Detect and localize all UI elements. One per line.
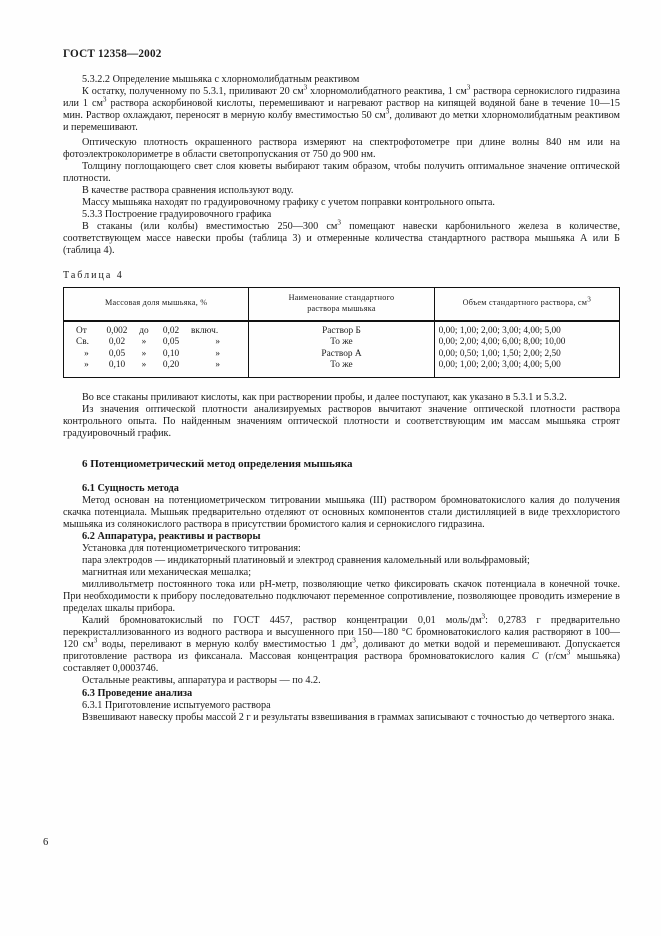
- symbol-concentration-C: С: [531, 651, 539, 663]
- paragraph-potassium-bromate: [63, 612, 621, 675]
- superscript-cube: 3: [587, 295, 592, 304]
- superscript-cube: 3: [466, 83, 471, 92]
- text-run: (г/см: [538, 651, 567, 663]
- superscript-cube: 3: [93, 636, 98, 645]
- volume-series: 0,00; 0,50; 1,00; 1,50; 2,00; 2,50: [438, 348, 561, 359]
- text-run: раствора сернокислого гидразина или 1 см: [63, 86, 620, 110]
- heading-6-2: 6.2 Аппаратура, реактивы и растворы: [82, 530, 261, 542]
- paragraph-other-reagents: Остальные реактивы, аппаратура и растворы — по 4.2.: [82, 675, 321, 687]
- cell-mass-fraction-ranges: [64, 321, 249, 377]
- range-line: [68, 337, 244, 348]
- paragraph-installation: Установка для потенциометрического титрования:: [82, 542, 301, 554]
- text-run: К остатку, полученному по 5.3.1, приливают 20 см: [82, 86, 304, 98]
- superscript-cube: 3: [102, 95, 107, 104]
- column-header-text: Объем стандартного раствора, см: [462, 298, 588, 308]
- heading-section-6: 6 Потенциометрический метод определения мышьяка: [82, 457, 353, 470]
- section-spacer: [63, 440, 620, 458]
- range-from: 0,10: [108, 360, 126, 371]
- range-to: 0,05: [162, 337, 180, 348]
- paragraph-cuvette-thickness: Толщину поглощающего свет слоя кюветы выбирают таким образом, чтобы получить оптимальное значение оптической плотности.: [63, 160, 620, 184]
- clause-533-paragraph: [63, 218, 620, 257]
- superscript-cube: 3: [352, 636, 356, 645]
- range-prefix: Св.: [76, 337, 89, 348]
- table-header-row: [64, 288, 620, 321]
- clause-5322-paragraph: [63, 83, 620, 134]
- paragraph-optical-density: Оптическую плотность окрашенного раствора измеряют на спектрофотометре при длине волны 840 нм или на фотоэлектроколориметре в области светопропускания от 750 до 900 нм.: [63, 136, 620, 160]
- paragraph-mass-from-graph: Массу мышьяка находят по градуировочному графику с учетом поправки контрольного опыта.: [82, 196, 495, 208]
- clause-631-heading: 6.3.1 Приготовление испытуемого раствора: [82, 699, 271, 711]
- solution-name: Раствор Б: [322, 325, 361, 336]
- range-from: 0,002: [106, 325, 128, 336]
- range-mid: »: [141, 348, 147, 359]
- text-run: , доливают до метки хлорномолибдатным реактивом и перемешивают.: [63, 110, 620, 134]
- paragraph-electrodes: пара электродов — индикаторный платиновый и электрод сравнения каломельный или вольфрамовый;: [82, 555, 530, 566]
- clause-533-heading: 5.3.3 Построение градуировочного графика: [82, 208, 272, 220]
- cell-solution-names: [249, 321, 434, 377]
- range-prefix: »: [84, 348, 89, 359]
- cell-volumes: [434, 321, 619, 377]
- running-head: ГОСТ 12358—2002: [63, 48, 162, 60]
- column-header-volume: [434, 288, 619, 321]
- heading-spacer: [63, 471, 620, 483]
- range-line: [68, 360, 244, 371]
- column-header-solution-name: [249, 288, 434, 321]
- table-body: [64, 321, 620, 377]
- text-run: Калий бромноватокислый по ГОСТ 4457, раствор концентрации 0,01 моль/дм: [82, 615, 482, 627]
- range-to: 0,20: [162, 360, 180, 371]
- heading-6-1: 6.1 Сущность метода: [82, 482, 179, 494]
- range-prefix: От: [76, 325, 87, 336]
- table-caption: Таблица 4: [63, 270, 124, 282]
- superscript-cube: 3: [303, 83, 308, 92]
- superscript-cube: 3: [385, 107, 390, 116]
- column-header-mass-fraction: [64, 288, 249, 321]
- volume-series: 0,00; 1,00; 2,00; 3,00; 4,00; 5,00: [438, 325, 561, 336]
- table-bottom-spacer: [63, 378, 620, 392]
- solution-name: Раствор А: [321, 348, 362, 359]
- table-top-spacer: [63, 257, 620, 270]
- range-line: [68, 349, 244, 360]
- solution-name: То же: [330, 360, 353, 371]
- page-content: [63, 74, 620, 724]
- range-to: 0,10: [162, 348, 180, 359]
- paragraph-millivoltmeter: милливольтметр постоянного тока или pH-метр, позволяющие четко фиксировать скачок потенциала в конечной точке. При необходимости к прибору последовательно подключают переменное сопротивление, позволяющее проводить измерение в пределах шкалы прибора.: [63, 579, 620, 615]
- range-suffix: »: [215, 360, 220, 371]
- text-run: раствора аскорбиновой кислоты, перемешивают и нагревают раствор на кипящей водяной бане в течение 10—15 мин. Раствор охлаждают, переносят в мерную колбу вместимостью 50 см: [63, 98, 620, 122]
- solution-name: То же: [330, 337, 353, 348]
- text-run: мышьяка) составляет 0,0003746.: [63, 651, 620, 675]
- superscript-cube: 3: [337, 218, 341, 227]
- text-run: , доливают до метки водой и перемешивают. Допускается приготовление раствора из фиксанала. Массовая концентрация раствора бромноватокислого калия: [63, 639, 621, 663]
- range-from: 0,05: [108, 348, 126, 359]
- text-run: хлорномолибдатного реактива, 1 см: [307, 86, 467, 98]
- text-run: : 0,2783 г предварительно перекристаллизованного из водного раствора и высушенного при 150—180 °С бромноватокислого калия растворяют в 100—120 см: [63, 615, 620, 651]
- table-header: [64, 288, 620, 321]
- text-run: помещают навески карбонильного железа в количестве, соответствующем массе навески пробы (таблица 3) и отмеренные количества стандартного раствора мышьяка А или Б (таблица 4).: [63, 220, 620, 257]
- paragraph-add-acids: Во все стаканы приливают кислоты, как при растворении пробы, и далее поступают, как указано в 5.3.1 и 5.3.2.: [82, 391, 567, 403]
- table-4: [63, 287, 620, 377]
- range-mid: до: [139, 325, 149, 336]
- paragraph-subtract-blank: Из значения оптической плотности анализируемых растворов вычитают значение оптической плотности раствора контрольного опыта. По найденным значениям оптической плотности и соответствующим им массам мышьяка строят градуировочный график.: [63, 403, 620, 439]
- superscript-cube: 3: [481, 612, 486, 621]
- column-header-line2: раствора мышьяка: [307, 303, 376, 313]
- column-header-line1: Наименование стандартного: [288, 293, 395, 303]
- range-prefix: »: [84, 360, 89, 371]
- paragraph-stirrer: магнитная или механическая мешалка;: [82, 567, 252, 579]
- paragraph-631-body: Взвешивают навеску пробы массой 2 г и результаты взвешивания в граммах записывают с точностью до четвертого знака.: [82, 711, 615, 723]
- volume-series: 0,00; 2,00; 4,00; 6,00; 8,00; 10,00: [438, 337, 566, 348]
- page-number: 6: [43, 837, 49, 848]
- range-line: [68, 326, 244, 337]
- heading-6-3: 6.3 Проведение анализа: [82, 687, 193, 699]
- paragraph-6-1-body: Метод основан на потенциометрическом титровании мышьяка (III) раствором бромноватокислого калия до получения скачка потенциала. Мышьяк предварительно отделяют от основных компонентов стали дистилляцией в виде треххлористого мышьяка из солянокислого раствора в присутствии бромистого калия и сернокислого гидразина.: [63, 494, 620, 530]
- range-mid: »: [141, 337, 147, 348]
- range-suffix: »: [215, 348, 220, 359]
- table-row: [64, 321, 620, 377]
- text-run: воды, переливают в мерную колбу вместимостью 1 дм: [97, 639, 353, 651]
- column-header-text: Массовая доля мышьяка, %: [104, 298, 208, 308]
- clause-5322-heading: 5.3.2.2 Определение мышьяка с хлорномолибдатным реактивом: [82, 74, 360, 85]
- superscript-cube: 3: [566, 648, 571, 657]
- volume-series: 0,00; 1,00; 2,00; 3,00; 4,00; 5,00: [438, 360, 561, 371]
- range-suffix: »: [215, 337, 220, 348]
- text-run: В стаканы (или колбы) вместимостью 250—300 см: [82, 220, 338, 232]
- range-mid: »: [141, 360, 147, 371]
- paragraph-reference-solution: В качестве раствора сравнения используют воду.: [82, 184, 294, 196]
- range-to: 0,02: [162, 325, 180, 336]
- range-from: 0,02: [108, 337, 126, 348]
- range-suffix: включ.: [191, 325, 219, 336]
